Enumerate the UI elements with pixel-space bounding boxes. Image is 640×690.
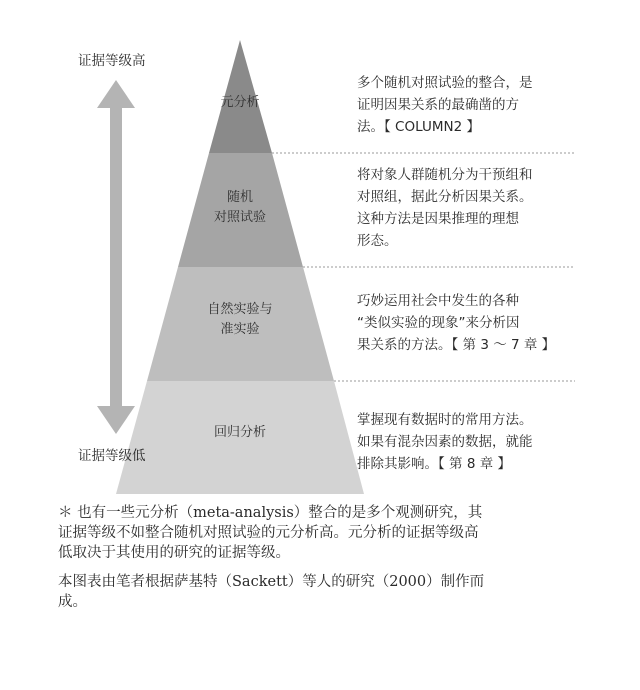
description-rct xyxy=(357,164,577,252)
description-line: 排除其影响。【 第 8 章 】 xyxy=(357,456,512,472)
footnote-line: 低取决于其使用的研究的证据等级。 xyxy=(58,545,290,561)
description-natural-experiment xyxy=(357,290,577,356)
description-line: 对照组，据此分析因果关系。 xyxy=(357,189,533,205)
tier-label-natural-experiment xyxy=(200,300,280,340)
tier-label-line: 元分析 xyxy=(220,95,260,110)
footnote-line: 成。 xyxy=(58,594,87,610)
tier-label-line: 随机 xyxy=(226,190,253,205)
footnote-line: 本图表由笔者根据萨基特（Sackett）等人的研究（2000）制作而 xyxy=(58,574,485,590)
tier-label-regression xyxy=(200,423,280,443)
description-line: 果关系的方法。【 第 3 ～ 7 章 】 xyxy=(357,337,556,353)
description-regression xyxy=(357,409,577,475)
tier-label-rct xyxy=(200,188,280,228)
description-line: 巧妙运用社会中发生的各种 xyxy=(357,293,519,309)
tier-label-line: 回归分析 xyxy=(213,425,266,440)
description-line: 证明因果关系的最确凿的方 xyxy=(357,97,519,113)
description-meta-analysis xyxy=(357,72,577,138)
evidence-level-arrow xyxy=(97,80,135,434)
description-line: 掌握现有数据时的常用方法。 xyxy=(357,412,533,428)
footnote-source xyxy=(58,572,598,612)
description-line: 形态。 xyxy=(357,233,398,249)
tier-label-meta-analysis xyxy=(200,93,280,113)
description-line: 法。【 COLUMN2 】 xyxy=(357,119,480,135)
footnote-meta-analysis xyxy=(58,503,598,563)
tier-label-line: 对照试验 xyxy=(213,210,266,225)
description-line: 多个随机对照试验的整合，是 xyxy=(357,75,533,91)
description-line: 将对象人群随机分为干预组和 xyxy=(357,167,533,183)
description-line: 如果有混杂因素的数据，就能 xyxy=(357,434,533,450)
description-line: 这种方法是因果推理的理想 xyxy=(357,211,519,227)
footnote-line: ＊ 也有一些元分析（meta-analysis）整合的是多个观测研究，其 xyxy=(58,505,483,521)
tier-label-line: 准实验 xyxy=(220,322,260,337)
description-line: “类似实验的现象”来分析因 xyxy=(357,315,520,331)
footnote-line: 证据等级不如整合随机对照试验的元分析高。元分析的证据等级高 xyxy=(58,525,479,541)
tier-label-line: 自然实验与 xyxy=(207,302,273,317)
evidence-high-label: 证据等级高 xyxy=(78,53,146,69)
evidence-low-label: 证据等级低 xyxy=(78,448,146,464)
